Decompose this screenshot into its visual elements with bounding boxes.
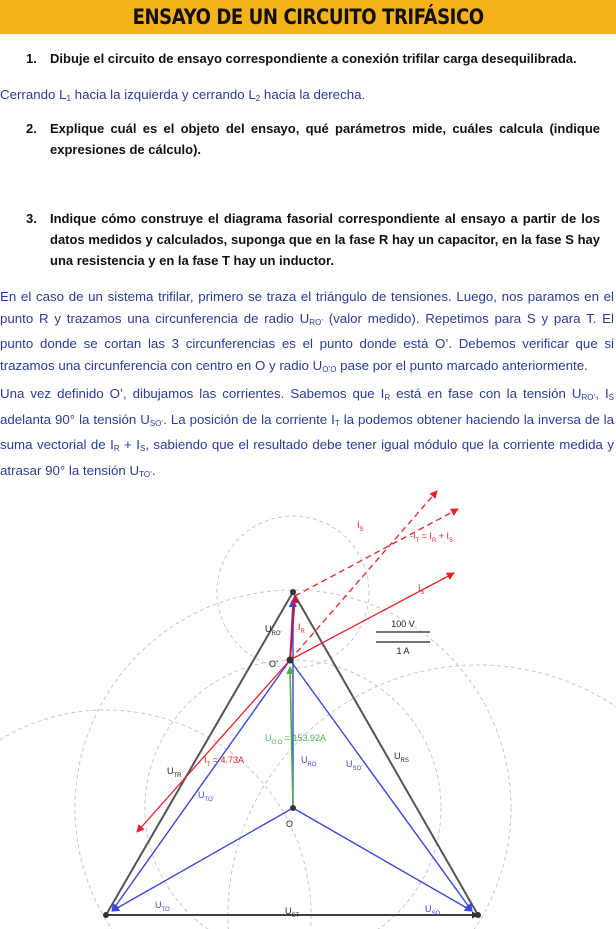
label-O: O (286, 819, 294, 829)
answer-3-paragraph-1: En el caso de un sistema trifilar, primero se traza el triángulo de tensiones. Luego, nos paramos en el punto R y trazamos una circunferencia de radio $U_{RO’}$ (valor medido). Repetimos para S y para T. El punto donde se cortan las 3 circunferencias es el punto donde está O’. Debemos verificar que si trazamos una circunferencia con centro en O y radio $U_{O’O}$ pase por el punto marcado anteriormente. (0, 289, 614, 374)
answer-1: Cerrando $L_1$ hacia la izquierda y cerrando $L_2$ hacia la derecha. (0, 87, 366, 103)
label-USO: $U_{SO}$ (425, 904, 441, 917)
point-S (475, 912, 481, 918)
vector-UTO-prime (112, 660, 290, 911)
vector-IS-translated (295, 509, 458, 596)
label-USO-prime: $U_{SO’}$ (346, 759, 363, 772)
point-T (103, 912, 109, 918)
question-text: Explique cuál es el objeto del ensayo, qué parámetros mide, cuáles calcula (indique expresiones de cálculo). (50, 121, 600, 157)
scale-current-label: 1 A (396, 646, 410, 656)
label-UTR: $U_{TR}$ (167, 766, 182, 779)
point-O (290, 805, 296, 811)
label-Is: $I_S$ (418, 583, 425, 596)
triangle-side-rs (293, 592, 478, 915)
label-Is-translated: $I_S$ (357, 520, 364, 533)
label-URO-prime: $U_{RO’}$ (265, 624, 282, 637)
label-UST: $U_{ST}$ (285, 906, 300, 919)
label-O-prime: O’ (269, 659, 278, 669)
question-number: 1. (26, 51, 37, 66)
label-UTO: $U_{TO}$ (155, 900, 170, 913)
answer-3-paragraph-2: Una vez definido O’, dibujamos las corrientes. Sabemos que $I_R$ está en fase con la tensión $U_{RO’}$, $I_S$ adelanta 90° la tensión $U_{SO’}$. La posición de la corriente $I_T$ la podemos obtener haciendo la inversa de la suma vectorial de $I_R + I_S$, sabiendo que el resultado debe tener igual módulo que la corriente medida y atrasar 90° la tensión $U_{TO’}$. (0, 386, 615, 479)
vector-minus-IT (290, 491, 437, 660)
label-URO: $U_{RO}$ (301, 755, 317, 768)
construction-circle (228, 665, 616, 929)
label-UOO: $U_{O’O} = 153.92A$ (265, 733, 326, 746)
label-minus-IT: $-I_T = I_R + I_S$ (410, 531, 454, 544)
question-number: 2. (26, 121, 37, 136)
point-O-prime (287, 657, 294, 664)
vector-USO-prime (290, 660, 472, 911)
vector-IT (137, 660, 290, 832)
label-URS: $U_{RS}$ (394, 751, 409, 764)
scale-voltage-label: 100 V (391, 619, 415, 629)
label-IT: $I_T = 4.73A$ (204, 755, 244, 768)
triangle-side-tr (106, 592, 293, 915)
question-number: 3. (26, 211, 37, 226)
question-text: Dibuje el circuito de ensayo correspondiente a conexión trifilar carga desequilibrada. (50, 51, 577, 66)
page-title: ENSAYO DE UN CIRCUITO TRIFÁSICO (132, 5, 484, 29)
label-UTO-prime: $U_{TO’}$ (198, 790, 215, 803)
label-IR: $I_R$ (298, 622, 305, 635)
point-R (290, 589, 296, 595)
question-text: Indique cómo construye el diagrama fasorial correspondiente al ensayo a partir de los datos medidos y calculados, suponga que en la fase R hay un capacitor, en la fase S hay una resistencia y en la fase T hay un inductor. (50, 211, 600, 268)
